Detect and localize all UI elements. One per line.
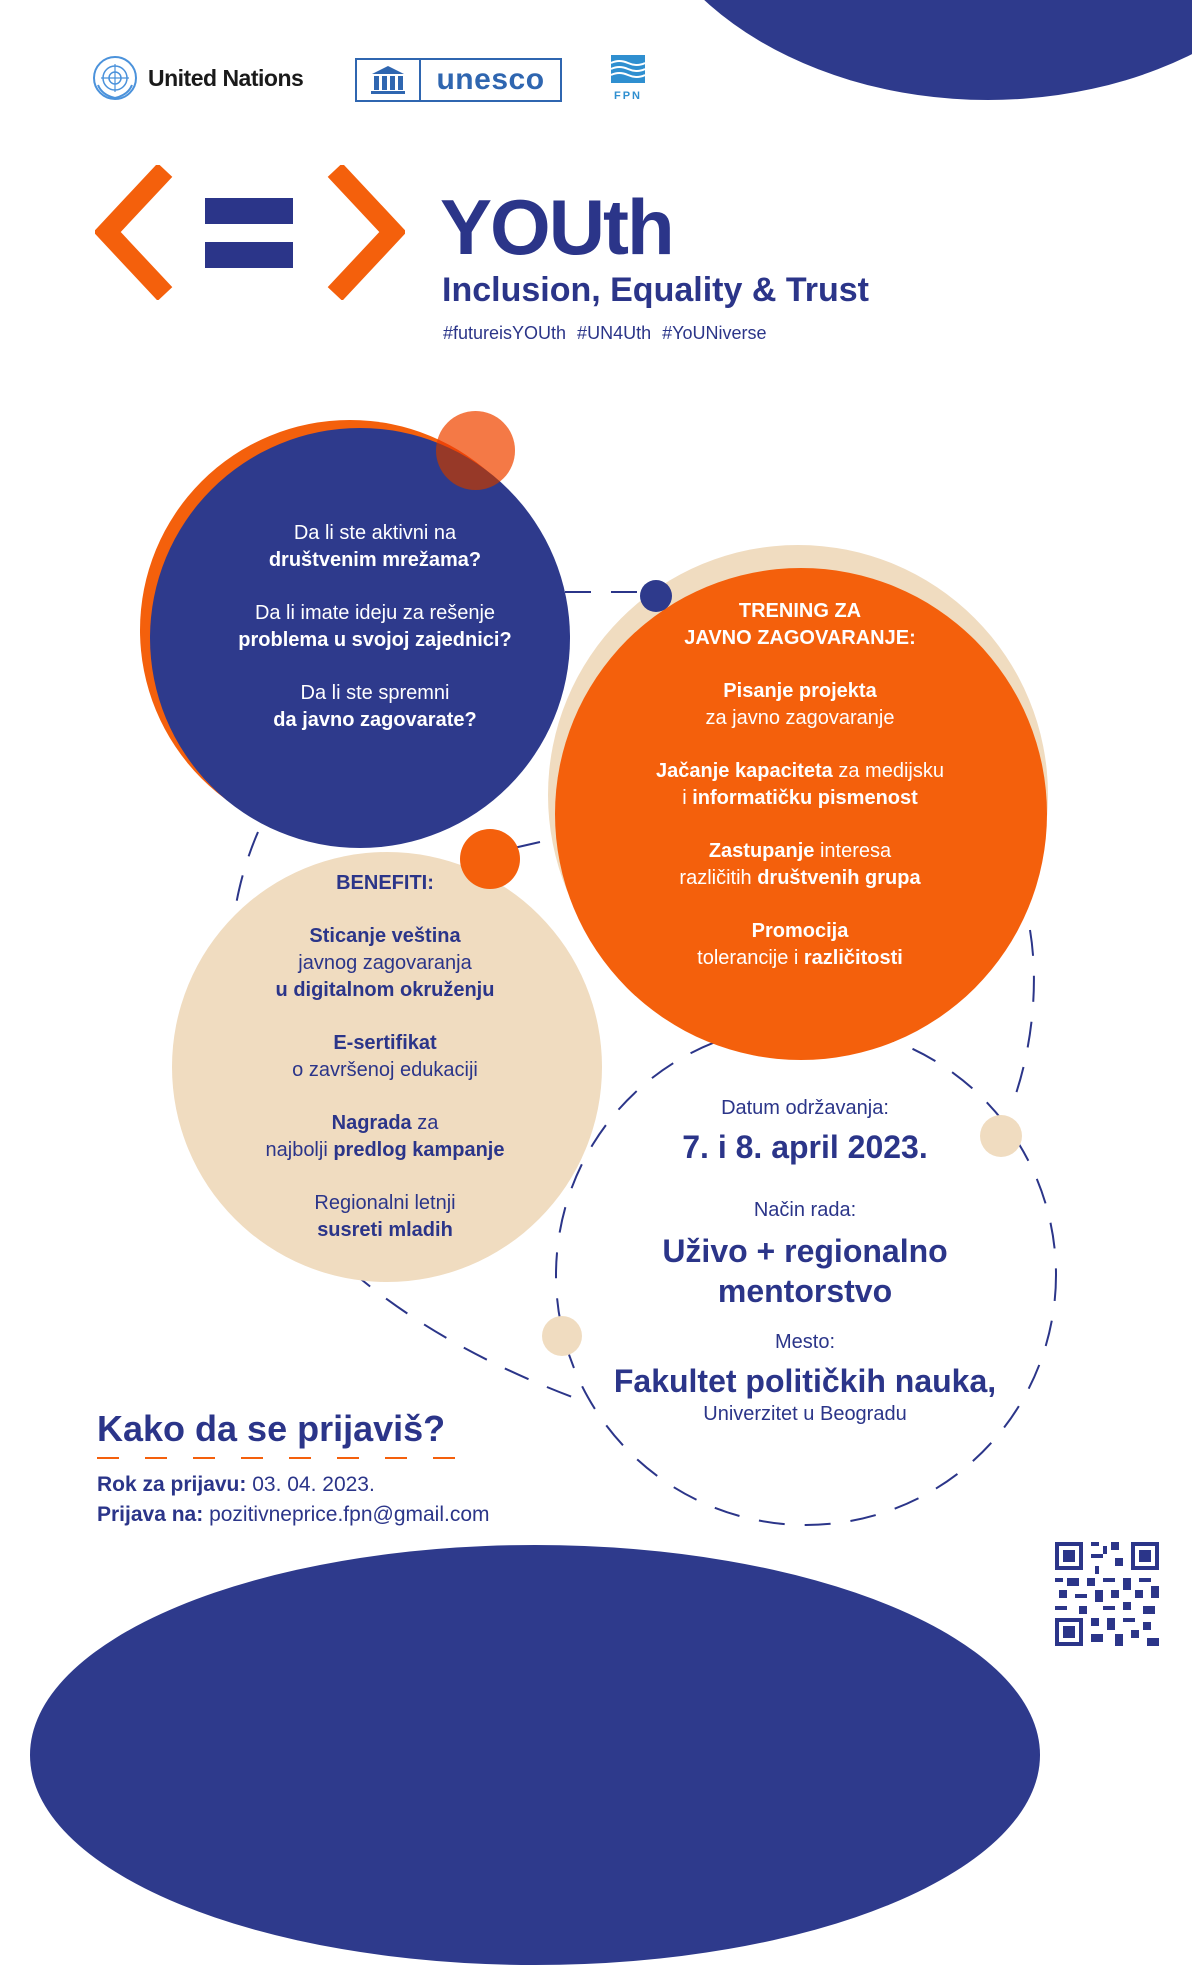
page-subtitle: Inclusion, Equality & Trust [442,271,869,309]
accent-dot-orange-top-ring [436,411,515,490]
mode-value-line-1: Uživo + regionalno [662,1233,948,1269]
question-3-bold: da javno zagovarate? [273,709,477,731]
training-item-1-plain: za javno zagovaranje [705,707,895,729]
date-label: Datum održavanja: [721,1097,889,1119]
question-2-bold: problema u svojoj zajednici? [238,629,512,651]
apply-divider [97,1456,457,1460]
training-title-line-1: TRENING ZA [738,600,862,622]
fpn-logo-text: FPN [614,90,642,102]
benefit-4-plain: Regionalni letnji [314,1192,456,1214]
apply-title: Kako da se prijaviš? [97,1408,446,1449]
deadline-label: Rok za prijavu: [97,1473,247,1496]
unesco-logo-text: unesco [436,63,545,96]
place-label: Mesto: [774,1331,836,1353]
question-2-plain: Da li imate ideju za rešenje [254,602,496,624]
question-3 [205,680,545,734]
event-details [575,1095,1035,1427]
qr-code-icon[interactable] [1055,1542,1159,1646]
benefit-3-bold-b: predlog kampanje [333,1139,505,1161]
question-1-bold: društvenim mrežama? [268,549,482,571]
question-3-plain: Da li ste spremni [300,682,450,704]
email-line [97,1500,490,1530]
email-value[interactable]: pozitivneprice.fpn@gmail.com [203,1503,490,1526]
benefit-1 [215,923,555,1004]
training-block [590,598,1010,998]
benefit-3-plain-a: za [411,1112,439,1134]
question-1 [205,520,545,574]
training-item-2-plain-b: i [682,787,693,809]
training-title [590,598,1010,652]
training-item-4-bold-b: različitosti [803,947,903,969]
benefit-2-plain: o završenoj edukaciji [292,1059,478,1081]
training-item-4 [590,918,1010,972]
training-item-3-plain-a: interesa [814,840,892,862]
benefit-3 [215,1110,555,1164]
hashtags: #futureisYOUth #UN4Uth #YoUNiverse [443,323,767,343]
benefit-1-bold-b: u digitalnom okruženju [275,979,495,1001]
training-item-2-bold-a: Jačanje kapaciteta [656,760,833,782]
training-item-3-plain-b: različitih [679,867,758,889]
benefits-block [215,870,555,1270]
deadline-value: 03. 04. 2023. [246,1473,375,1496]
deadline-line [97,1470,490,1500]
mode-label: Način rada: [753,1199,857,1221]
training-item-4-bold-a: Promocija [751,920,849,942]
benefit-2 [215,1030,555,1084]
benefit-4 [215,1190,555,1244]
training-item-4-plain-b: tolerancije i [697,947,804,969]
benefit-3-plain-b: najbolji [265,1139,334,1161]
questions-block [205,520,545,760]
training-item-3 [590,838,1010,892]
page-title: YOUth [440,183,673,271]
place-value: Fakultet političkih nauka, [613,1363,997,1399]
training-item-3-bold-a: Zastupanje [708,840,815,862]
benefit-1-bold-a: Sticanje veština [309,925,461,947]
un-logo-text: United Nations [148,64,304,91]
training-item-2 [590,758,1010,812]
apply-details [97,1470,490,1530]
place-sub: Univerzitet u Beogradu [703,1403,907,1425]
email-label: Prijava na: [97,1503,204,1526]
training-item-1 [590,678,1010,732]
mode-value-line-2: mentorstvo [717,1273,893,1309]
date-value: 7. i 8. april 2023. [682,1129,928,1165]
benefits-title: BENEFITI: [336,872,434,894]
training-item-2-bold-b: informatičku pismenost [692,787,918,809]
question-1-plain: Da li ste aktivni na [293,522,457,544]
benefit-2-bold: E-sertifikat [333,1032,437,1054]
benefit-4-bold: susreti mladih [317,1219,453,1241]
benefit-1-plain: javnog zagovaranja [298,952,472,974]
training-item-3-bold-b: društvenih grupa [757,867,921,889]
training-title-line-2: JAVNO ZAGOVARANJE: [684,627,916,649]
benefit-3-bold-a: Nagrada [331,1112,412,1134]
question-2 [205,600,545,654]
training-item-2-plain-a: za medijsku [832,760,944,782]
training-item-1-bold: Pisanje projekta [723,680,877,702]
